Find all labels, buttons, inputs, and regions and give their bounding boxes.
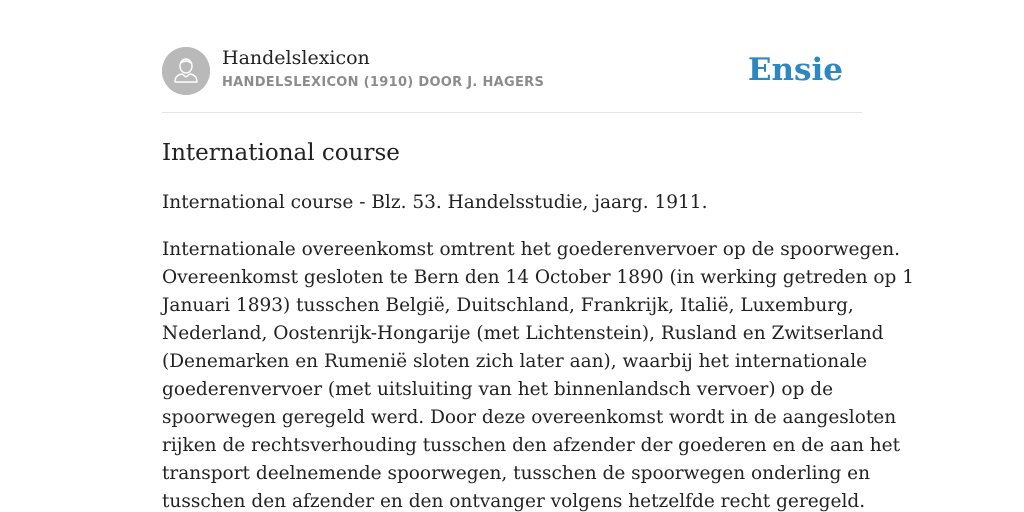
body-line: Januari 1893) tusschen België, Duitschland, Frankrijk, Italië, Luxemburg, [162, 295, 854, 316]
source-header [162, 0, 862, 113]
body-line: transport deelnemende spoorwegen, tusschen de spoorwegen onderling en [162, 463, 871, 484]
article-title: International course [162, 140, 400, 166]
body-line: Overeenkomst gesloten te Bern den 14 October 1890 (in werking getreden op 1 [162, 267, 915, 288]
source-title[interactable]: Handelslexicon [222, 47, 370, 69]
body-line: spoorwegen geregeld werd. Door deze overeenkomst wordt in de aangesloten [162, 407, 897, 428]
body-line: tusschen den afzender en den ontvanger volgens hetzelfde recht geregeld. [162, 491, 866, 512]
body-line: Internationale overeenkomst omtrent het goederenvervoer op de spoorwegen. [162, 239, 901, 260]
body-line: rijken de rechtsverhouding tusschen den afzender der goederen en de aan het [162, 435, 901, 456]
user-silhouette-icon[interactable] [162, 47, 210, 95]
ensie-logo[interactable]: Ensie [747, 52, 843, 88]
source-subtitle: HANDELSLEXICON (1910) DOOR J. HAGERS [222, 75, 545, 90]
article-body [162, 236, 915, 512]
body-line: (Denemarken en Rumenië sloten zich later aan), waarbij het internationale [162, 351, 868, 372]
page [162, 0, 915, 512]
article-lead: International course - Blz. 53. Handelsstudie, jaarg. 1911. [162, 192, 708, 213]
body-line: Nederland, Oostenrijk-Hongarije (met Lichtenstein), Rusland en Zwitserland [162, 323, 884, 344]
body-line: goederenvervoer (met uitsluiting van het binnenlandsch vervoer) op de [162, 379, 834, 400]
